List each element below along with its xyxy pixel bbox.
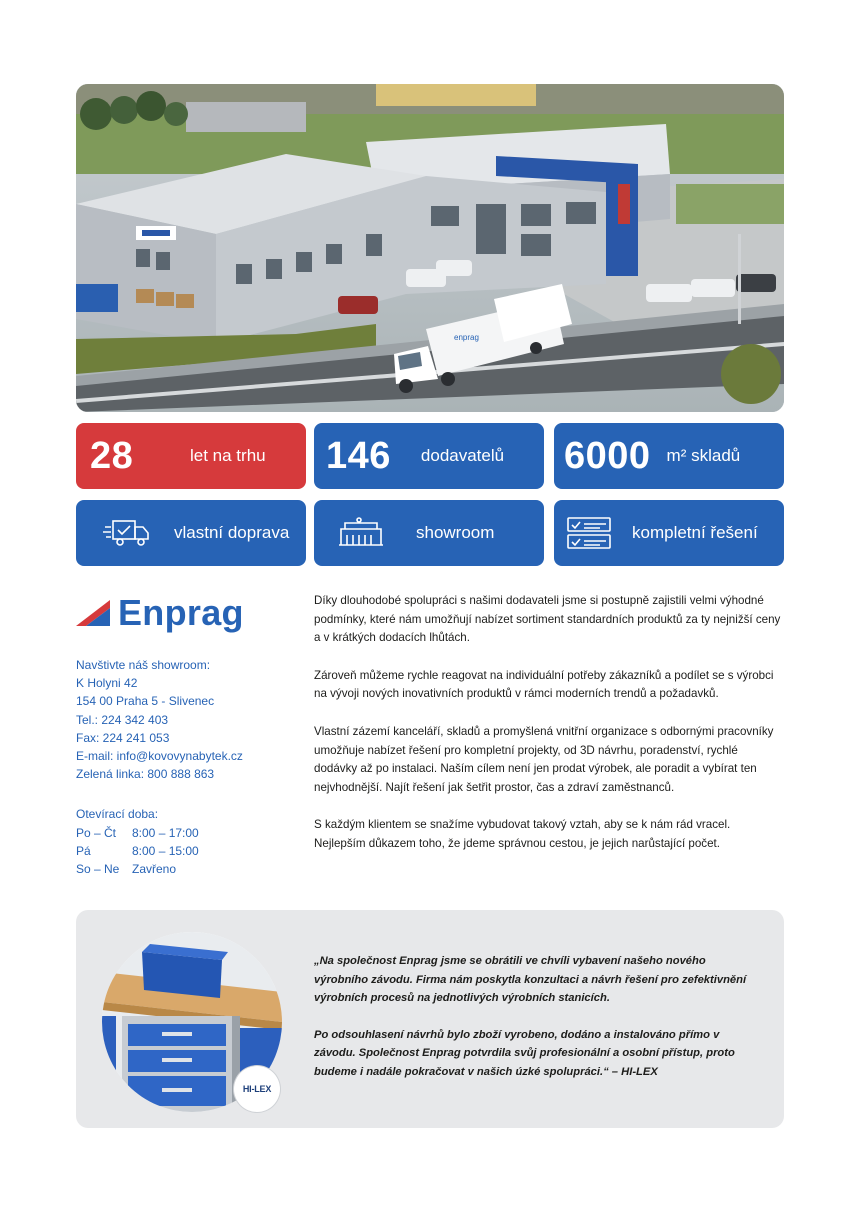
stat-label: dodavatelů bbox=[420, 446, 505, 465]
body-paragraph: Zároveň můžeme rychle reagovat na individuální potřeby zákazníků a podílet se s výrobci na vývoji nových inovativních produktů v rámci moderních trendů a požadavků. bbox=[314, 668, 774, 701]
testimonial-quote bbox=[314, 952, 754, 1100]
contact-street: K Holyni 42 bbox=[76, 676, 138, 691]
body-paragraph: Díky dlouhodobé spolupráci s našimi dodavateli jsme si postupně zajistili velmi výhodné podmínky, které nám umožňují nabízet sortiment standardních produktů za ty nejnižší ceny a v krátkých dodacích lhůtách. bbox=[314, 594, 781, 645]
stat-label: let na trhu bbox=[190, 446, 266, 465]
enprag-logo bbox=[76, 592, 244, 634]
stat-number: 6000 bbox=[564, 434, 651, 477]
showroom-icon bbox=[328, 513, 394, 553]
hilex-logo: HI-LEX bbox=[234, 1066, 280, 1112]
contact-city: 154 00 Praha 5 - Slivenec bbox=[76, 694, 215, 709]
hours-time: 8:00 – 15:00 bbox=[132, 843, 199, 858]
contact-block bbox=[76, 656, 296, 878]
stat-number: 28 bbox=[90, 434, 134, 477]
feature-tile-complete bbox=[554, 500, 784, 566]
feature-label: kompletní řešení bbox=[632, 523, 758, 542]
stat-tile-years bbox=[76, 423, 306, 489]
hours-row bbox=[76, 860, 296, 878]
hours-heading: Otevírací doba: bbox=[76, 807, 159, 822]
hours-time: Zavřeno bbox=[132, 862, 177, 877]
stat-label: m² skladů bbox=[666, 446, 741, 465]
contact-tel[interactable]: Tel.: 224 342 403 bbox=[76, 712, 169, 727]
body-paragraph: Vlastní zázemí kanceláří, skladů a promyšlená vnitřní organizace s odbornými pracovníky umožňuje nabízet řešení pro kompletní projekty, od 3D návrhu, poradenství, rychlé dodávky až po instalaci. Naším cílem není jen prodat výrobek, ale poradit a vybírat ten nejvhodnější. Najít řešení jak šetřit prostor, čas a zdraví zaměstnanců. bbox=[314, 724, 774, 794]
truck-icon bbox=[94, 513, 160, 553]
truck-logo-text: enprag bbox=[454, 333, 479, 342]
body-paragraph: S každým klientem se snažíme vybudovat takový vztah, aby se k nám rád vracel. Nejlepším důkazem toho, že jdeme správnou cestou, je jejich narůstající počet. bbox=[314, 818, 731, 850]
stat-number: 146 bbox=[326, 434, 391, 477]
quote-paragraph: Po odsouhlasení návrhů bylo zboží vyrobeno, dodáno a instalováno přímo v závodu. Společnost Enprag potvrdila svůj profesionální a osobní přístup, proto budeme i nadále pokračovat v našich úzké spolupráci.“ – HI-LEX bbox=[314, 1028, 735, 1078]
hours-row bbox=[76, 842, 296, 860]
feature-label: vlastní doprava bbox=[174, 523, 290, 542]
quote-paragraph: „Na společnost Enprag jsme se obrátili ve chvíli vybavení našeho nového výrobního závodu. Firma nám poskytla konzultaci a návrh řešení pro zefektivnění výrobních procesů na jednotlivých výrobních stanicích. bbox=[314, 955, 747, 1005]
warehouse-illustration bbox=[76, 84, 784, 412]
contact-hotline[interactable]: Zelená linka: 800 888 863 bbox=[76, 767, 215, 782]
hours-days: Pá bbox=[76, 843, 91, 858]
hero-photo bbox=[76, 84, 784, 412]
feature-tile-transport bbox=[76, 500, 306, 566]
testimonial-panel bbox=[76, 910, 784, 1128]
stat-tile-suppliers bbox=[314, 423, 544, 489]
contact-email[interactable]: E-mail: info@kovovynabytek.cz bbox=[76, 749, 243, 764]
hours-row bbox=[76, 824, 296, 842]
hours-days: Po – Čt bbox=[76, 825, 117, 840]
hours-time: 8:00 – 17:00 bbox=[132, 825, 199, 840]
hours-days: So – Ne bbox=[76, 862, 120, 877]
contact-heading: Navštivte náš showroom: bbox=[76, 658, 211, 672]
logo-mark-icon bbox=[76, 596, 114, 630]
logo-name: Enprag bbox=[118, 592, 244, 633]
contact-fax: Fax: 224 241 053 bbox=[76, 730, 170, 745]
feature-tile-showroom bbox=[314, 500, 544, 566]
checklist-icon bbox=[562, 513, 616, 553]
stat-tile-warehouse bbox=[554, 423, 784, 489]
body-text bbox=[314, 592, 784, 873]
feature-label: showroom bbox=[416, 523, 495, 542]
